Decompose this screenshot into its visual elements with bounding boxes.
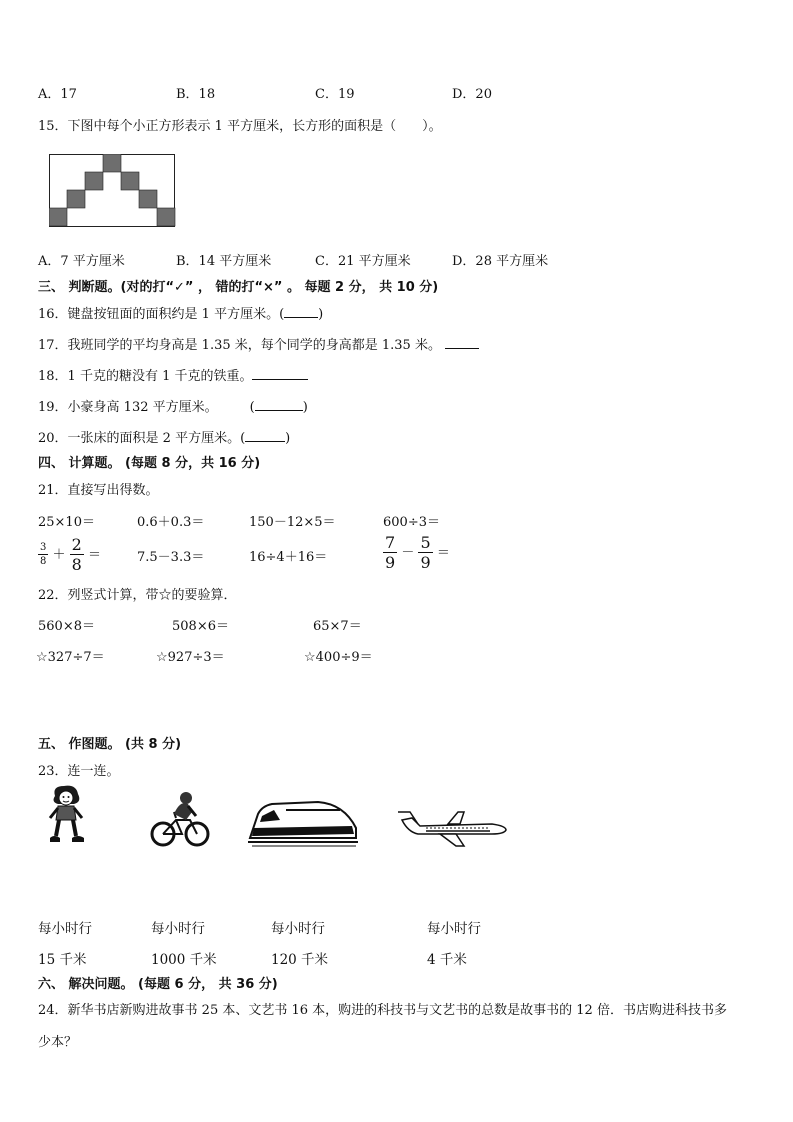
speed-value-2: 1000 千米: [151, 952, 217, 968]
q19-answer-blank[interactable]: [255, 397, 303, 411]
section6-title: 六、 解决问题。 (每题 6 分， 共 36 分): [38, 977, 278, 992]
q15-option-b: B．14 平方厘米: [176, 254, 272, 269]
fraction-5-9: $\frac{5}{9}$: [420, 533, 431, 572]
q20-text: 20．一张床的面积是 2 平方厘米。(: [38, 431, 246, 446]
q20: [38, 427, 290, 446]
q24-line2: 少本？: [38, 1035, 78, 1050]
q15-option-d: D．28 平方厘米: [452, 254, 549, 269]
q14-option-c: C．19: [315, 87, 355, 102]
q18-answer-blank[interactable]: [252, 366, 308, 380]
q14-option-a: A．17: [38, 87, 77, 102]
q24-line1: 24．新华书店新购进故事书 25 本、文艺书 16 本，购进的科技书与文艺书的总数是故事书的 12 倍．书店购进科技书多: [38, 1003, 727, 1018]
q21-r1-e2: 0.6＋0.3＝: [137, 515, 205, 530]
equals-sign: ＝: [88, 547, 102, 563]
q22-r1-e1: 560×8＝: [38, 619, 95, 634]
q22-r2-e1: ☆327÷7＝: [36, 650, 105, 665]
q19-close: ): [302, 400, 308, 415]
speed-value-4: 4 千米: [427, 952, 467, 968]
speed-label-4: 每小时行: [427, 921, 481, 937]
q19-open: (: [249, 400, 255, 415]
q16-close: ): [318, 307, 324, 322]
q21-r2-e1: [38, 537, 101, 573]
q22-r2-e3: ☆400÷9＝: [304, 650, 373, 665]
minus-sign: －: [401, 545, 415, 561]
q21-r1-e1: 25×10＝: [38, 515, 95, 530]
section5-title: 五、 作图题。 (共 8 分): [38, 737, 182, 752]
q19: [38, 396, 308, 415]
plus-sign: ＋: [52, 547, 66, 563]
speed-label-2: 每小时行: [151, 921, 205, 937]
q22-r1-e3: 65×7＝: [313, 619, 362, 634]
equals-sign: ＝: [436, 545, 450, 561]
speed-value-1: 15 千米: [38, 952, 87, 968]
high-speed-train-icon: [248, 798, 358, 848]
q22-r2-e2: ☆927÷3＝: [156, 650, 225, 665]
q21-r2-e2: 7.5－3.3＝: [137, 550, 205, 565]
fraction-3-8: $\frac{3}{8}$: [40, 542, 47, 567]
section3-title: 三、 判断题。(对的打“✓” ， 错的打“×” 。 每题 2 分， 共 10 分): [38, 280, 439, 295]
q20-answer-blank[interactable]: [245, 428, 285, 442]
q15-staircase-figure: [49, 154, 176, 228]
section4-title: 四、 计算题。 (每题 8 分，共 16 分): [38, 456, 261, 471]
airplane-icon: [396, 806, 508, 848]
q17-text: 17．我班同学的平均身高是 1.35 米，每个同学的身高都是 1.35 米。: [38, 338, 441, 353]
q17-answer-blank[interactable]: [445, 335, 479, 349]
q16: [38, 303, 323, 322]
fraction-7-9: $\frac{7}{9}$: [385, 533, 396, 572]
cyclist-icon: [150, 790, 210, 850]
q19-text: 19．小豪身高 132 平方厘米。: [38, 400, 218, 415]
q16-answer-blank[interactable]: [284, 304, 318, 318]
walking-child-icon: [46, 784, 88, 846]
speed-value-3: 120 千米: [271, 952, 329, 968]
q21-r1-e4: 600÷3＝: [383, 515, 440, 530]
q14-option-d: D．20: [452, 87, 492, 102]
q18-text: 18．1 千克的糖没有 1 千克的铁重。: [38, 369, 253, 384]
q22-text: 22．列竖式计算，带☆的要验算．: [38, 588, 237, 603]
q15-text: 15．下图中每个小正方形表示 1 平方厘米，长方形的面积是（ ）。: [38, 119, 442, 134]
q18: [38, 365, 308, 384]
q21-r2-e4: [383, 535, 450, 571]
q16-text: 16．键盘按钮面的面积约是 1 平方厘米。(: [38, 307, 285, 322]
q23-text: 23．连一连。: [38, 764, 120, 779]
q15-option-c: C．21 平方厘米: [315, 254, 411, 269]
q17: [38, 334, 479, 353]
q22-r1-e2: 508×6＝: [172, 619, 229, 634]
q20-close: ): [285, 431, 291, 446]
q14-option-b: B．18: [176, 87, 216, 102]
q21-text: 21．直接写出得数。: [38, 483, 159, 498]
fraction-2-8: $\frac{2}{8}$: [71, 535, 82, 574]
q21-r1-e3: 150－12×5＝: [249, 515, 336, 530]
speed-label-1: 每小时行: [38, 921, 92, 937]
q21-r2-e3: 16÷4＋16＝: [249, 550, 328, 565]
speed-label-3: 每小时行: [271, 921, 325, 937]
q15-option-a: A．7 平方厘米: [38, 254, 125, 269]
